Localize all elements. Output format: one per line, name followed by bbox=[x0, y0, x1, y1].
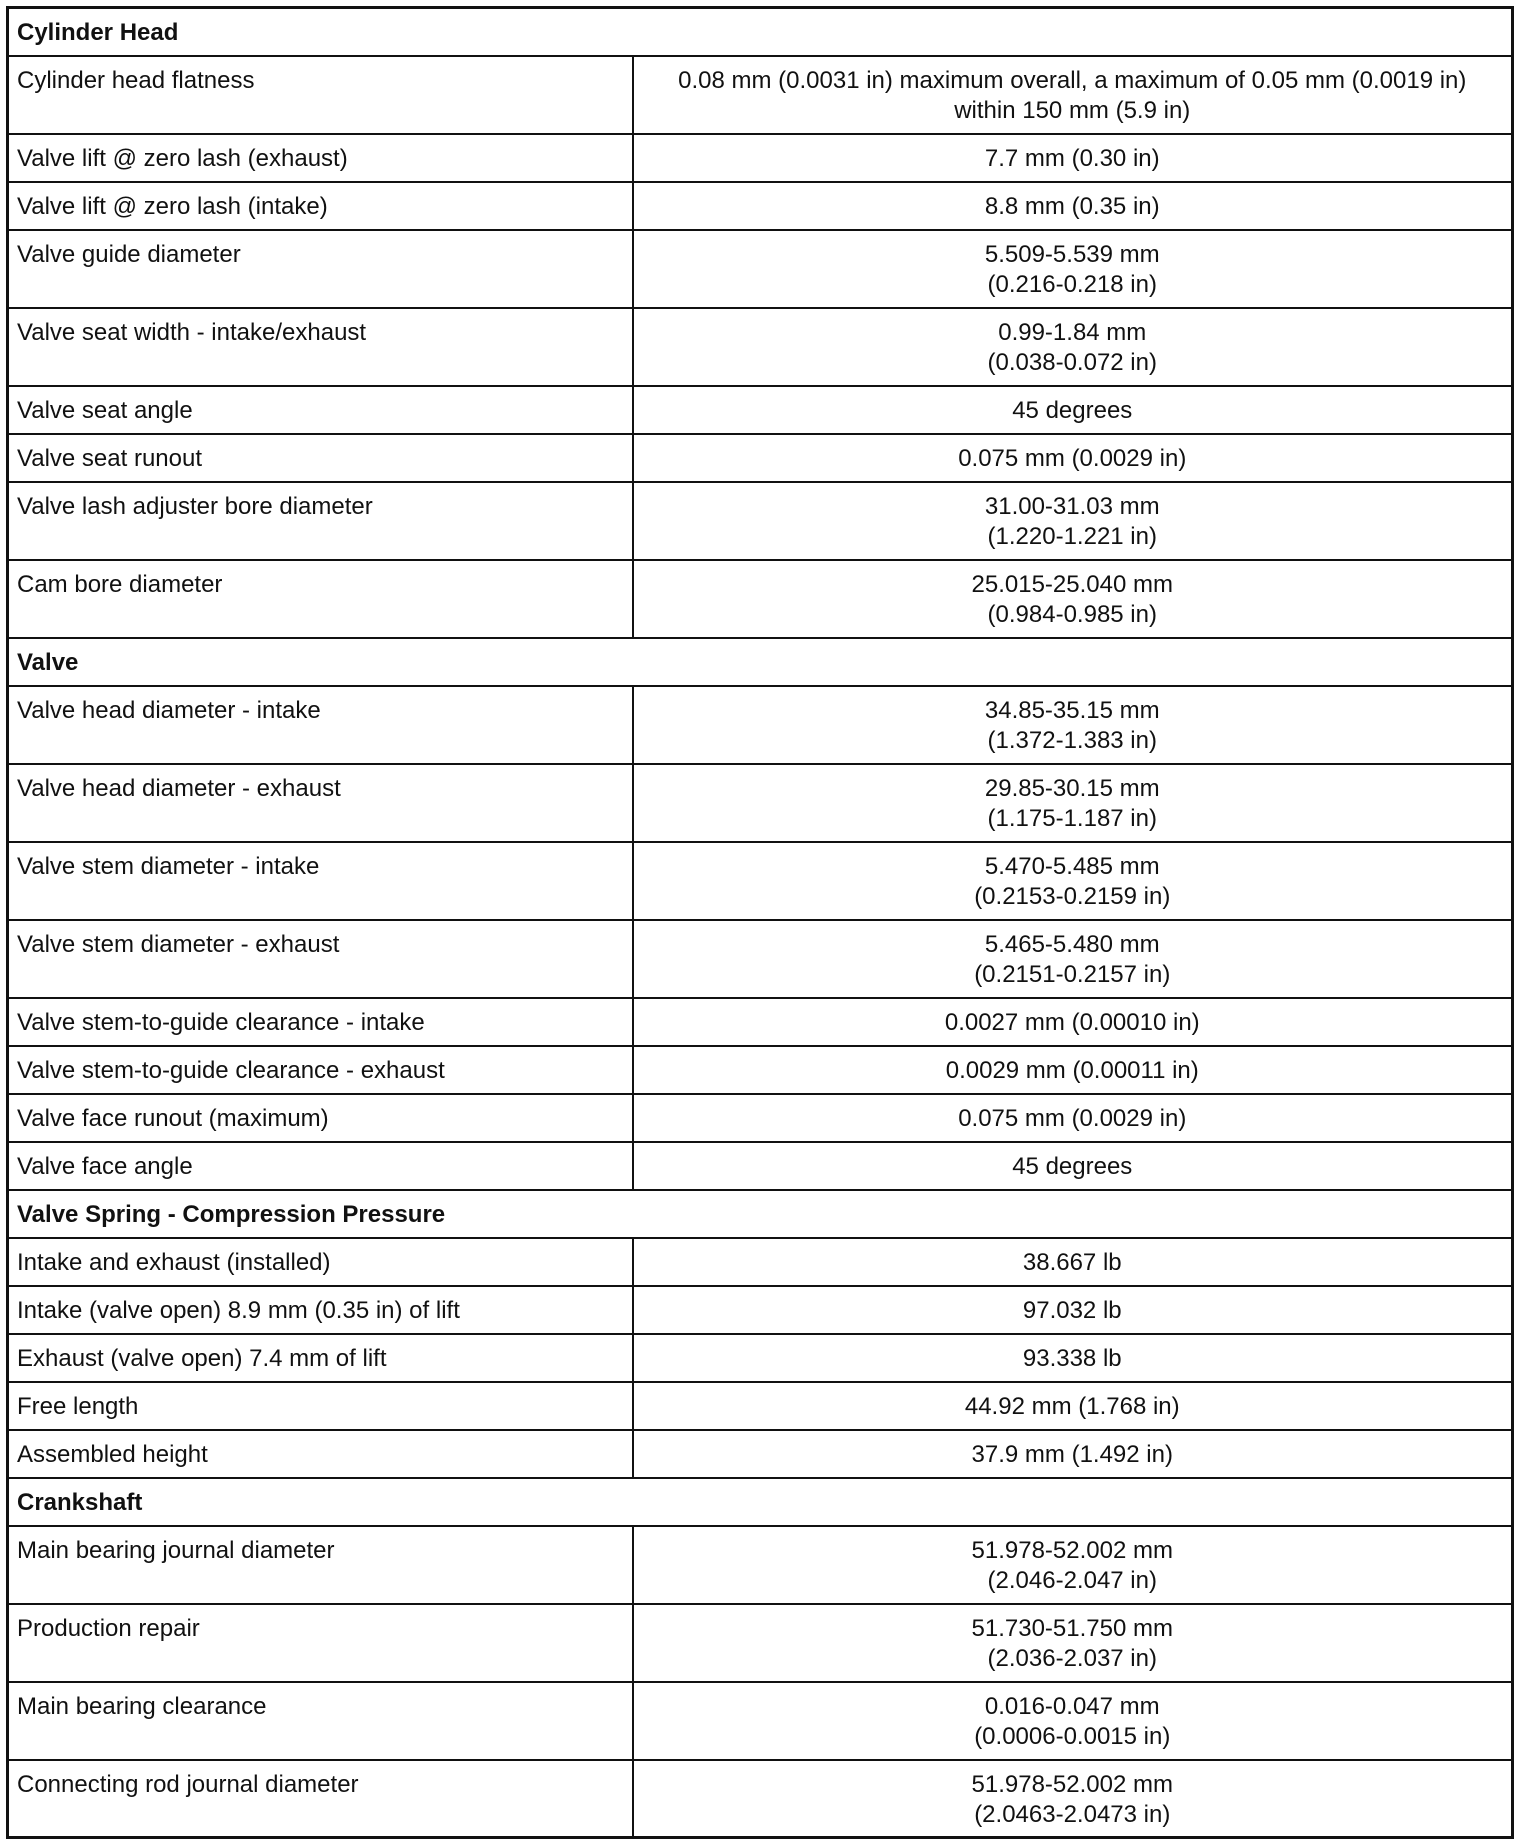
section-header-row bbox=[8, 8, 1513, 56]
spec-value-line: (0.0006-0.0015 in) bbox=[974, 1722, 1171, 1750]
spec-label: Main bearing clearance bbox=[8, 1682, 633, 1760]
spec-value-line: (2.0463-2.0473 in) bbox=[974, 1800, 1171, 1828]
spec-value-line: 0.0027 mm (0.00010 in) bbox=[944, 1008, 1200, 1036]
spec-value-line: 93.338 lb bbox=[1022, 1344, 1122, 1372]
spec-row bbox=[8, 1682, 1513, 1760]
spec-value bbox=[633, 386, 1513, 434]
spec-row bbox=[8, 134, 1513, 182]
spec-value-line: 5.470-5.485 mm bbox=[984, 852, 1160, 880]
section-header-row bbox=[8, 1190, 1513, 1238]
spec-row bbox=[8, 386, 1513, 434]
spec-value bbox=[633, 1286, 1513, 1334]
spec-row bbox=[8, 1046, 1513, 1094]
spec-row bbox=[8, 1760, 1513, 1838]
spec-value-line: (1.372-1.383 in) bbox=[987, 726, 1157, 754]
spec-value bbox=[633, 1382, 1513, 1430]
spec-row bbox=[8, 920, 1513, 998]
spec-value bbox=[633, 230, 1513, 308]
spec-row bbox=[8, 1142, 1513, 1190]
spec-label: Assembled height bbox=[8, 1430, 633, 1478]
section-title: Cylinder Head bbox=[8, 8, 1513, 56]
spec-row bbox=[8, 308, 1513, 386]
spec-value-line: 7.7 mm (0.30 in) bbox=[984, 144, 1160, 172]
spec-value bbox=[633, 1238, 1513, 1286]
spec-value-line: 5.509-5.539 mm bbox=[984, 240, 1160, 268]
spec-value bbox=[633, 56, 1513, 134]
spec-row bbox=[8, 434, 1513, 482]
spec-value-line: (0.2153-0.2159 in) bbox=[974, 882, 1171, 910]
spec-value bbox=[633, 998, 1513, 1046]
spec-value-line: 8.8 mm (0.35 in) bbox=[984, 192, 1160, 220]
spec-label: Valve head diameter - exhaust bbox=[8, 764, 633, 842]
spec-value-line: 0.075 mm (0.0029 in) bbox=[958, 444, 1187, 472]
spec-value-line: 0.075 mm (0.0029 in) bbox=[958, 1104, 1187, 1132]
spec-label: Valve lash adjuster bore diameter bbox=[8, 482, 633, 560]
spec-value bbox=[633, 842, 1513, 920]
spec-value-line: (1.175-1.187 in) bbox=[987, 804, 1157, 832]
spec-row bbox=[8, 560, 1513, 638]
spec-label: Intake (valve open) 8.9 mm (0.35 in) of lift bbox=[8, 1286, 633, 1334]
spec-value bbox=[633, 560, 1513, 638]
spec-label: Valve guide diameter bbox=[8, 230, 633, 308]
spec-value-line: 44.92 mm (1.768 in) bbox=[964, 1392, 1180, 1420]
spec-value-line: 37.9 mm (1.492 in) bbox=[971, 1440, 1173, 1468]
spec-value-line: (1.220-1.221 in) bbox=[987, 522, 1157, 550]
spec-value-line: within 150 mm (5.9 in) bbox=[954, 96, 1191, 124]
section-title: Crankshaft bbox=[8, 1478, 1513, 1526]
spec-label: Valve seat angle bbox=[8, 386, 633, 434]
spec-value bbox=[633, 1142, 1513, 1190]
spec-label: Valve face angle bbox=[8, 1142, 633, 1190]
spec-row bbox=[8, 182, 1513, 230]
spec-value bbox=[633, 134, 1513, 182]
spec-value bbox=[633, 920, 1513, 998]
specifications-table bbox=[6, 6, 1514, 1839]
spec-row bbox=[8, 842, 1513, 920]
spec-label: Intake and exhaust (installed) bbox=[8, 1238, 633, 1286]
spec-label: Valve stem-to-guide clearance - intake bbox=[8, 998, 633, 1046]
spec-row bbox=[8, 686, 1513, 764]
spec-label: Exhaust (valve open) 7.4 mm of lift bbox=[8, 1334, 633, 1382]
spec-label: Valve stem diameter - exhaust bbox=[8, 920, 633, 998]
spec-value-line: 51.978-52.002 mm bbox=[971, 1536, 1173, 1564]
spec-value-line: 38.667 lb bbox=[1022, 1248, 1122, 1276]
spec-value bbox=[633, 434, 1513, 482]
spec-row bbox=[8, 1334, 1513, 1382]
spec-label: Valve stem-to-guide clearance - exhaust bbox=[8, 1046, 633, 1094]
spec-row bbox=[8, 1604, 1513, 1682]
spec-row bbox=[8, 764, 1513, 842]
spec-value-line: (0.2151-0.2157 in) bbox=[974, 960, 1171, 988]
spec-row bbox=[8, 1430, 1513, 1478]
spec-row bbox=[8, 998, 1513, 1046]
spec-row bbox=[8, 1238, 1513, 1286]
spec-label: Connecting rod journal diameter bbox=[8, 1760, 633, 1838]
spec-value bbox=[633, 1094, 1513, 1142]
spec-value-line: 51.978-52.002 mm bbox=[971, 1770, 1173, 1798]
section-title: Valve bbox=[8, 638, 1513, 686]
spec-label: Valve stem diameter - intake bbox=[8, 842, 633, 920]
spec-label: Valve head diameter - intake bbox=[8, 686, 633, 764]
spec-label: Valve lift @ zero lash (exhaust) bbox=[8, 134, 633, 182]
spec-value bbox=[633, 1760, 1513, 1838]
spec-row bbox=[8, 482, 1513, 560]
spec-value-line: (2.046-2.047 in) bbox=[987, 1566, 1157, 1594]
spec-value bbox=[633, 1682, 1513, 1760]
spec-label: Production repair bbox=[8, 1604, 633, 1682]
spec-label: Main bearing journal diameter bbox=[8, 1526, 633, 1604]
spec-value-line: (2.036-2.037 in) bbox=[987, 1644, 1157, 1672]
section-header-row bbox=[8, 638, 1513, 686]
spec-value bbox=[633, 308, 1513, 386]
spec-value-line: 0.99-1.84 mm bbox=[998, 318, 1147, 346]
spec-row bbox=[8, 1286, 1513, 1334]
spec-value bbox=[633, 1334, 1513, 1382]
section-title: Valve Spring - Compression Pressure bbox=[8, 1190, 1513, 1238]
spec-value-line: 0.016-0.047 mm bbox=[984, 1692, 1160, 1720]
spec-label: Cylinder head flatness bbox=[8, 56, 633, 134]
spec-label: Valve seat width - intake/exhaust bbox=[8, 308, 633, 386]
spec-row bbox=[8, 1094, 1513, 1142]
spec-row bbox=[8, 1526, 1513, 1604]
spec-value-line: 51.730-51.750 mm bbox=[971, 1614, 1173, 1642]
spec-value bbox=[633, 764, 1513, 842]
spec-value bbox=[633, 686, 1513, 764]
spec-value-line: 29.85-30.15 mm bbox=[984, 774, 1160, 802]
spec-value-line: 5.465-5.480 mm bbox=[984, 930, 1160, 958]
spec-label: Free length bbox=[8, 1382, 633, 1430]
spec-row bbox=[8, 230, 1513, 308]
spec-value-line: 34.85-35.15 mm bbox=[984, 696, 1160, 724]
spec-value bbox=[633, 482, 1513, 560]
spec-label: Valve face runout (maximum) bbox=[8, 1094, 633, 1142]
spec-label: Cam bore diameter bbox=[8, 560, 633, 638]
spec-value-line: (0.038-0.072 in) bbox=[987, 348, 1157, 376]
spec-value-line: (0.216-0.218 in) bbox=[987, 270, 1157, 298]
spec-value bbox=[633, 182, 1513, 230]
spec-value bbox=[633, 1604, 1513, 1682]
spec-value-line: 45 degrees bbox=[1012, 1152, 1133, 1180]
spec-value-line: 0.08 mm (0.0031 in) maximum overall, a maximum of 0.05 mm (0.0019 in) bbox=[678, 66, 1467, 94]
spec-row bbox=[8, 1382, 1513, 1430]
spec-value-line: 25.015-25.040 mm bbox=[971, 570, 1173, 598]
spec-value-line: 97.032 lb bbox=[1022, 1296, 1122, 1324]
specifications-table-body bbox=[8, 8, 1513, 1838]
spec-value-line: 31.00-31.03 mm bbox=[984, 492, 1160, 520]
spec-row bbox=[8, 56, 1513, 134]
spec-value-line: 45 degrees bbox=[1012, 396, 1133, 424]
spec-label: Valve seat runout bbox=[8, 434, 633, 482]
section-header-row bbox=[8, 1478, 1513, 1526]
spec-value bbox=[633, 1430, 1513, 1478]
spec-value-line: 0.0029 mm (0.00011 in) bbox=[945, 1056, 1199, 1084]
spec-value bbox=[633, 1046, 1513, 1094]
spec-value bbox=[633, 1526, 1513, 1604]
spec-label: Valve lift @ zero lash (intake) bbox=[8, 182, 633, 230]
spec-value-line: (0.984-0.985 in) bbox=[987, 600, 1157, 628]
